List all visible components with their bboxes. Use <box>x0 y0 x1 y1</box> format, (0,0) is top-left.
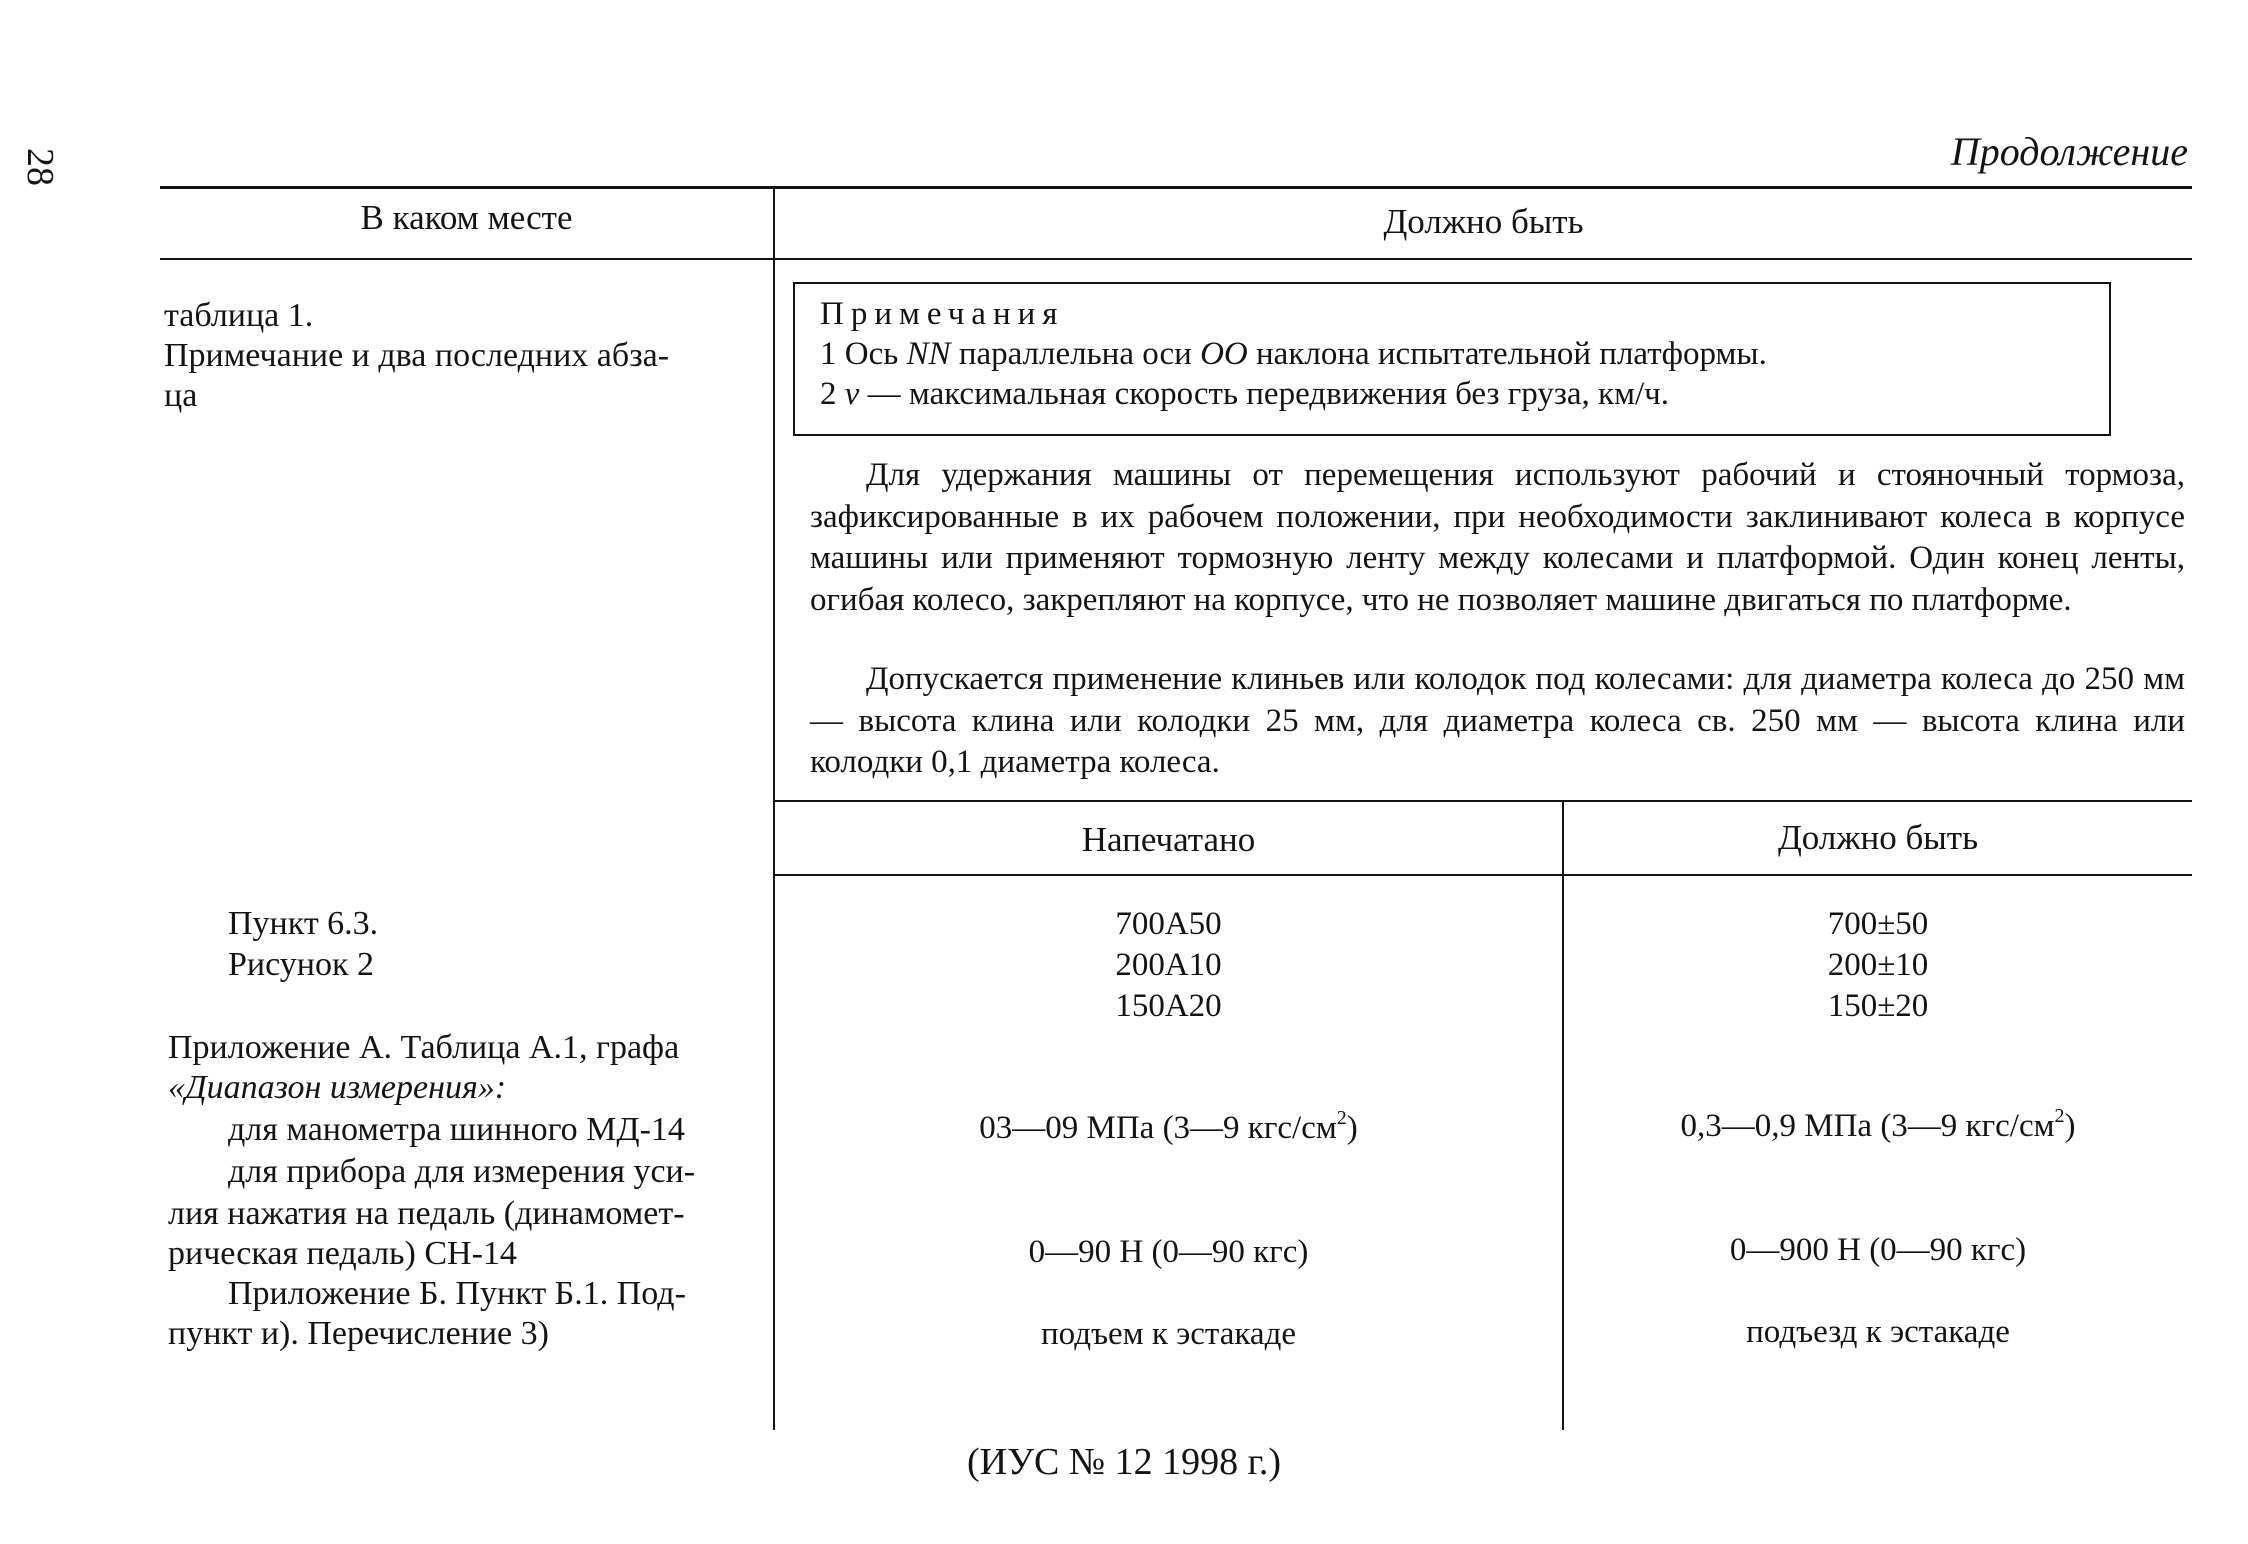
note-2-end: — максимальная скорость передвижения без груза, км/ч. <box>859 376 1669 412</box>
subtable-header-rule <box>775 874 2192 876</box>
note-1-axis-oo: OO <box>1200 336 1248 372</box>
printed-value-2: 200А10 <box>1115 947 1222 983</box>
note-1-end: наклона испытательной платформы. <box>1247 336 1767 372</box>
subheader-should-be: Должно быть <box>1777 818 1979 857</box>
header-should-be: Должно быть <box>1383 202 1584 241</box>
body-paragraphs <box>810 455 2185 621</box>
note-1-mid: параллельна оси <box>950 336 1201 372</box>
note-1-number: 1 Ось <box>820 336 907 372</box>
pressure-should-be <box>1564 1106 2192 1147</box>
note-2-variable: v <box>844 376 860 412</box>
section3-item3-line1: Приложение Б. Пункт Б.1. Под- <box>228 1275 686 1312</box>
section3-item2-line1: для прибора для измерения уси- <box>228 1153 696 1190</box>
running-head: Продолжение <box>1950 129 2188 174</box>
should-value-2: 200±10 <box>1827 947 1929 983</box>
note-2 <box>820 374 2109 414</box>
printed-value-3: 150А20 <box>1115 988 1222 1024</box>
force-should-be: 0—900 Н (0—90 кгс) <box>1729 1232 2027 1268</box>
should-value-1: 700±50 <box>1827 906 1929 942</box>
pressure-printed <box>775 1108 1562 1149</box>
printed-value-1: 700А50 <box>1115 906 1222 942</box>
header-where: В каком месте <box>360 198 573 237</box>
section3-item3-line2: пункт и). Перечисление 3) <box>168 1315 549 1352</box>
paragraph-2: Допускается применение клиньев или колодок под колесами: для диаметра колеса до 250 мм — высота клина или колодки 25 мм, для диаметра колеса св. 250 мм — высота клина или колодки 0,1 диаметра колеса. <box>810 661 2185 780</box>
section1-location-line1: таблица 1. <box>164 297 314 334</box>
section3-location-line1: Приложение А. Таблица А.1, графа <box>168 1029 680 1066</box>
section3-item2-line3: рическая педаль) СН-14 <box>168 1235 517 1272</box>
page-number: 28 <box>19 148 61 186</box>
section1-location-line3: ца <box>164 377 198 414</box>
ramp-printed: подъем к эстакаде <box>1040 1316 1297 1352</box>
section3-item2-line2: лия нажатия на педаль (динамомет- <box>168 1195 685 1232</box>
notes-box <box>793 282 2111 436</box>
pressure-printed-superscript: 2 <box>1336 1107 1347 1129</box>
header-bottom-rule <box>160 258 2192 260</box>
table-top-rule <box>160 186 2192 189</box>
pressure-printed-paren: ) <box>1346 1110 1358 1146</box>
note-1 <box>820 334 2109 374</box>
pressure-should-paren: ) <box>2064 1108 2076 1144</box>
paragraph-1: Для удержания машины от перемещения используют рабочий и стояночный тормоза, зафиксированные в их рабочем положении, при необходимости заклинивают колеса в корпусе машины или применяют тормозную ленту между колесами и платформой. Один конец ленты, огибая колесо, закрепляют на корпусе, что не позволяет машине двигаться по платформе. <box>810 457 2185 618</box>
should-value-3: 150±20 <box>1827 988 1929 1024</box>
section1-location-line2: Примечание и два последних абза- <box>164 337 670 374</box>
body-paragraphs-2 <box>810 659 2185 784</box>
pressure-should-text: 0,3—0,9 МПа (3—9 кгс/см <box>1680 1108 2055 1144</box>
subtable-top-rule <box>775 800 2192 802</box>
section2-location-line1: Пункт 6.3. <box>228 905 379 942</box>
footer-ius-reference: (ИУС № 12 1998 г.) <box>966 1441 1282 1483</box>
note-2-number: 2 <box>820 376 845 412</box>
section3-item1: для манометра шинного МД-14 <box>228 1111 685 1148</box>
force-printed: 0—90 Н (0—90 кгс) <box>1028 1234 1309 1270</box>
subheader-printed: Напечатано <box>1081 820 1256 859</box>
section3-location-line2: «Диапазон измерения»: <box>168 1069 507 1106</box>
notes-heading: Примечания <box>820 296 1065 332</box>
ramp-should-be: подъезд к эстакаде <box>1746 1314 2010 1350</box>
section2-location-line2: Рисунок 2 <box>228 946 374 983</box>
pressure-printed-text: 03—09 МПа (3—9 кгс/см <box>979 1110 1337 1146</box>
note-1-axis-nn: NN <box>906 336 951 372</box>
pressure-should-superscript: 2 <box>2054 1105 2065 1127</box>
